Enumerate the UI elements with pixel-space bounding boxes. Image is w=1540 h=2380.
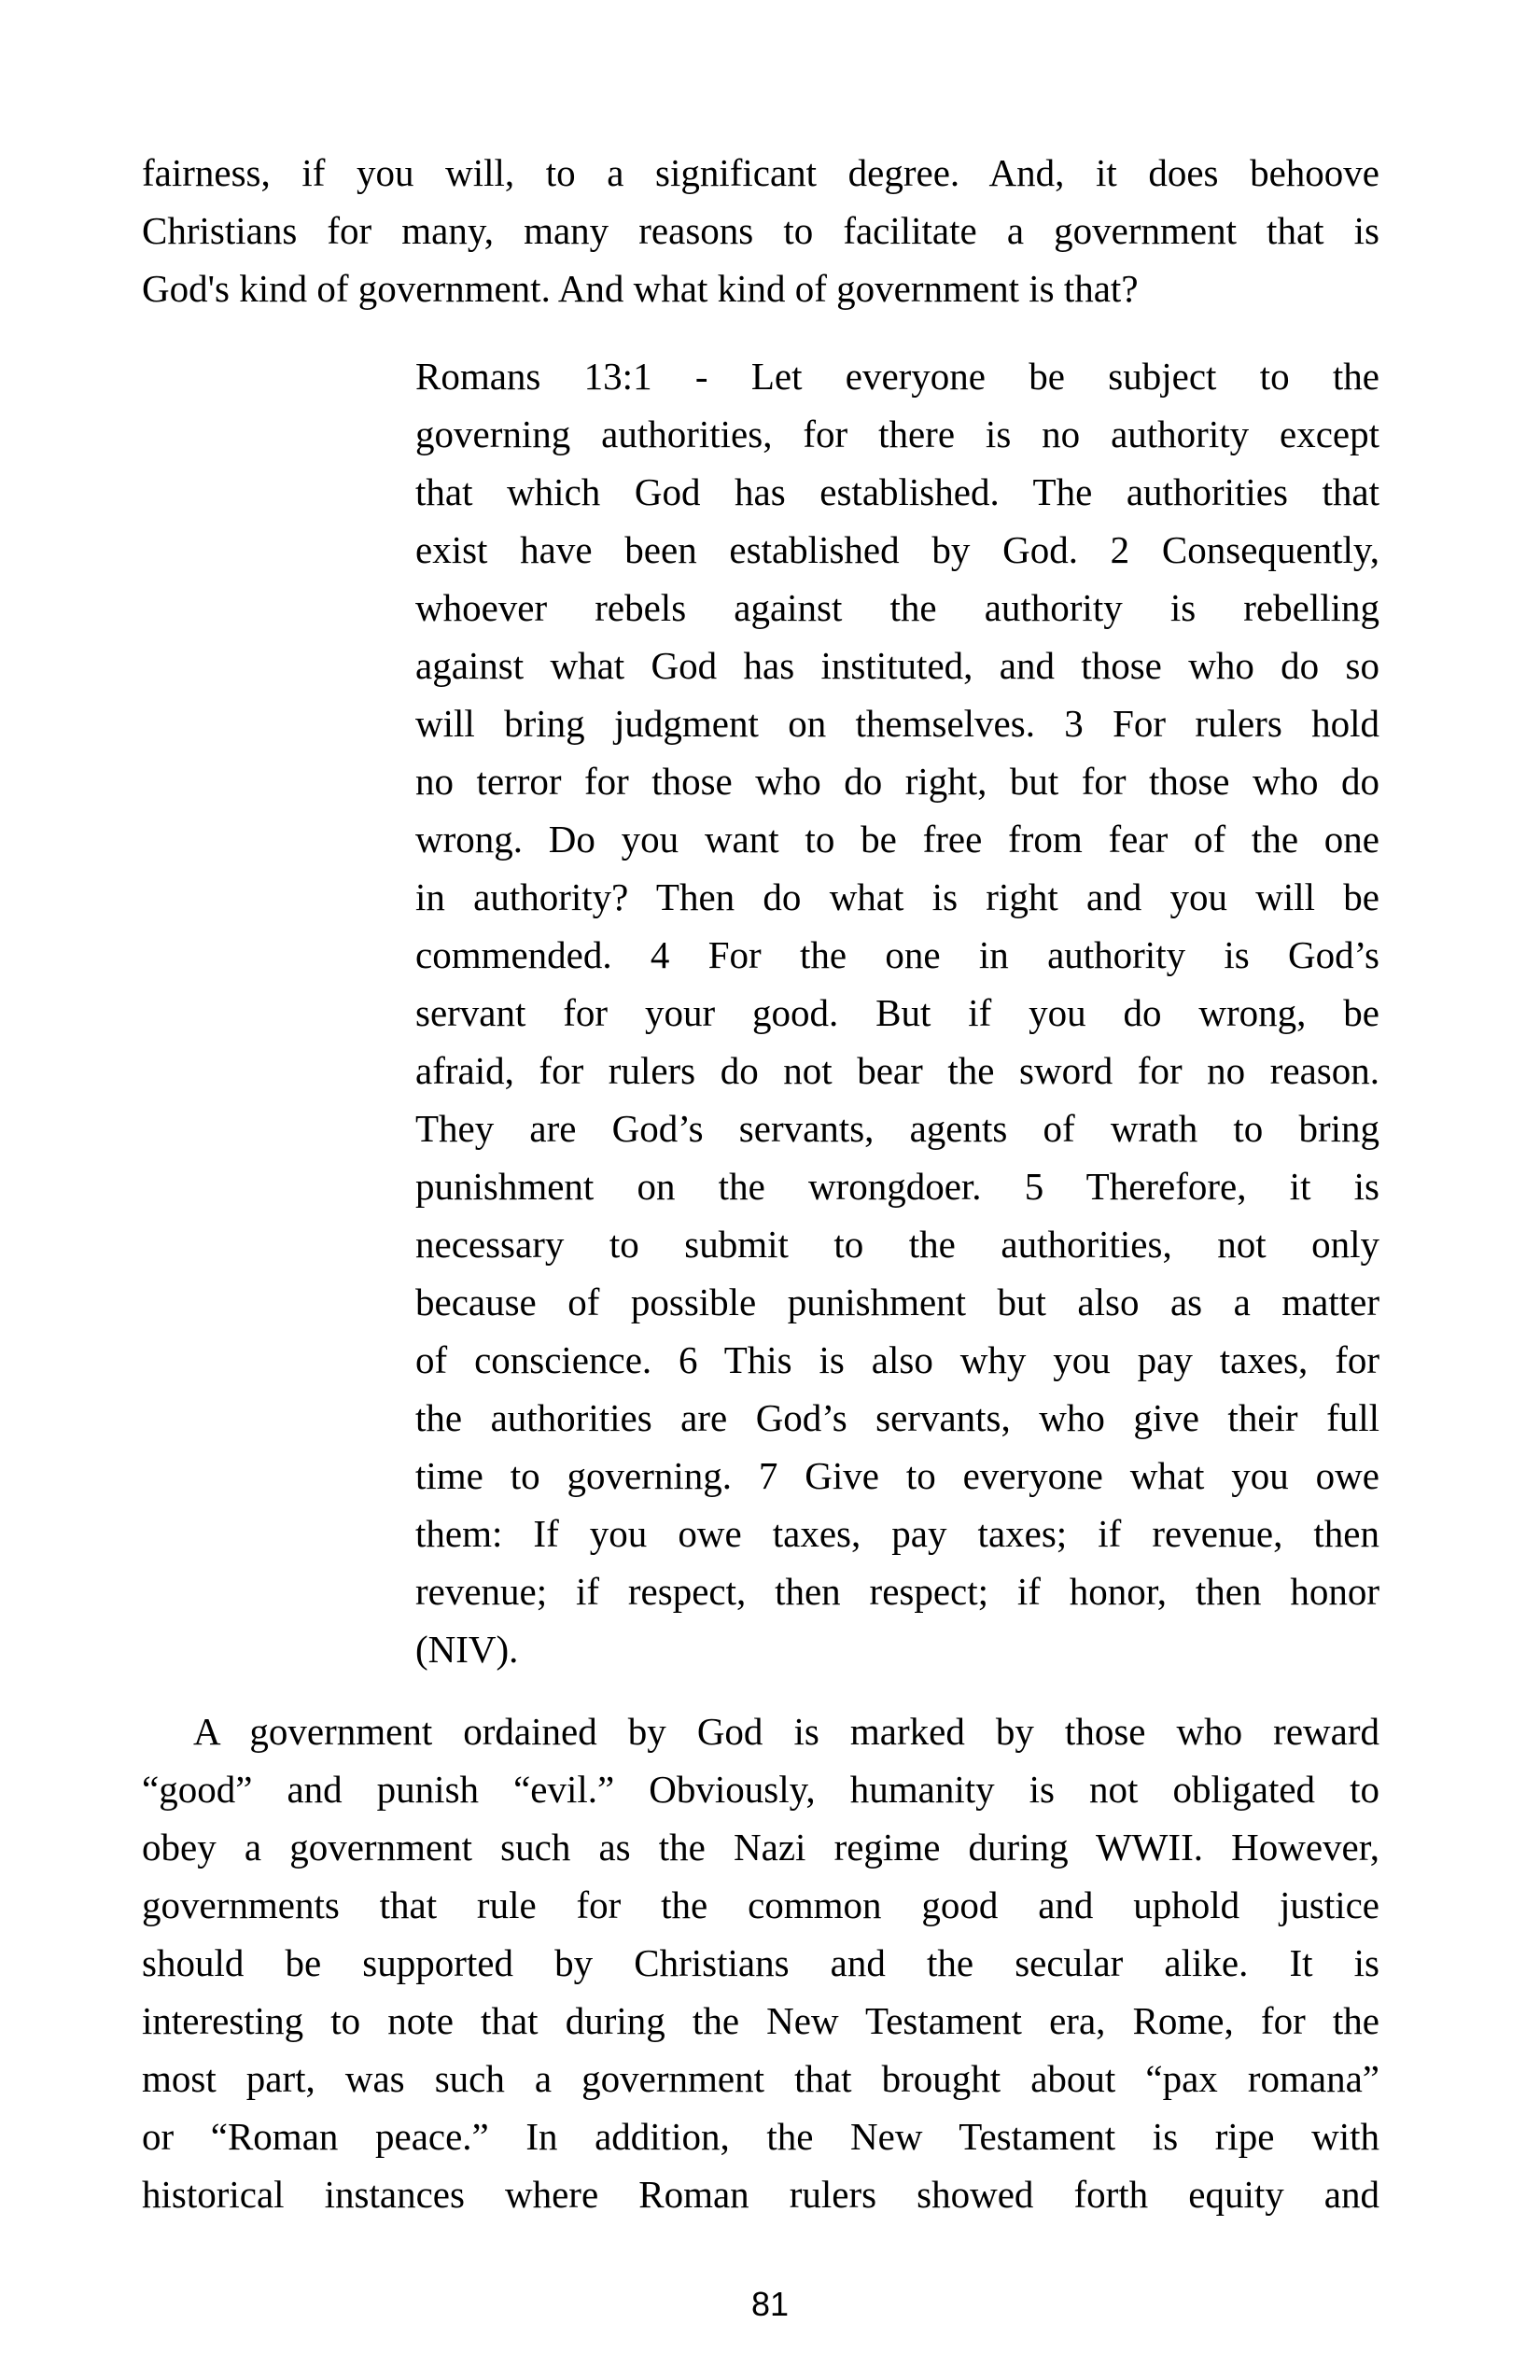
quote-line: because of possible punishment but also as a matter — [415, 1281, 1379, 1323]
quote-line: They are God’s servants, agents of wrath to bring — [415, 1107, 1379, 1150]
text-line: A government ordained by God is marked by those who reward — [193, 1710, 1379, 1753]
quote-line: the authorities are God’s servants, who give their full — [415, 1396, 1379, 1439]
quote-line: of conscience. 6 This is also why you pay taxes, for — [415, 1338, 1379, 1381]
text-line: should be supported by Christians and the secular alike. It is — [142, 1941, 1379, 1984]
text-line: interesting to note that during the New Testament era, Rome, for the — [142, 1999, 1379, 2042]
text-line: “good” and punish “evil.” Obviously, humanity is not obligated to — [142, 1768, 1379, 1811]
quote-line: against what God has instituted, and those who do so — [415, 644, 1379, 687]
text-line: or “Roman peace.” In addition, the New Testament is ripe with — [142, 2115, 1379, 2158]
quote-line: servant for your good. But if you do wrong, be — [415, 991, 1379, 1034]
quote-line: exist have been established by God. 2 Consequently, — [415, 528, 1379, 571]
quote-line: that which God has established. The authorities that — [415, 470, 1379, 513]
quote-line: governing authorities, for there is no authority except — [415, 413, 1379, 455]
quote-line: in authority? Then do what is right and you will be — [415, 875, 1379, 918]
text-line: fairness, if you will, to a significant degree. And, it does behoove — [142, 151, 1379, 194]
quote-line: (NIV). — [415, 1628, 519, 1671]
quote-line: whoever rebels against the authority is rebelling — [415, 586, 1379, 629]
text-line: God's kind of government. And what kind of government is that? — [142, 267, 1139, 310]
text-line: most part, was such a government that brought about “pax romana” — [142, 2057, 1379, 2100]
text-line: obey a government such as the Nazi regime during WWII. However, — [142, 1826, 1379, 1869]
quote-line: will bring judgment on themselves. 3 For rulers hold — [415, 702, 1379, 745]
quote-line: necessary to submit to the authorities, not only — [415, 1223, 1379, 1266]
quote-line: no terror for those who do right, but for those who do — [415, 760, 1379, 803]
quote-line: them: If you owe taxes, pay taxes; if revenue, then — [415, 1512, 1379, 1555]
quote-line: commended. 4 For the one in authority is God’s — [415, 933, 1379, 976]
page-number: 81 — [750, 2285, 790, 2323]
text-line: historical instances where Roman rulers showed forth equity and — [142, 2173, 1379, 2216]
text-line: governments that rule for the common good and uphold justice — [142, 1883, 1379, 1926]
quote-line: time to governing. 7 Give to everyone what you owe — [415, 1454, 1379, 1497]
quote-line: afraid, for rulers do not bear the sword for no reason. — [415, 1049, 1379, 1092]
text-line: Christians for many, many reasons to facilitate a government that is — [142, 209, 1379, 252]
quote-line: revenue; if respect, then respect; if honor, then honor — [415, 1570, 1379, 1613]
quote-line: Romans 13:1 - Let everyone be subject to the — [415, 355, 1379, 398]
quote-line: punishment on the wrongdoer. 5 Therefore, it is — [415, 1165, 1379, 1208]
quote-line: wrong. Do you want to be free from fear of the one — [415, 818, 1379, 861]
